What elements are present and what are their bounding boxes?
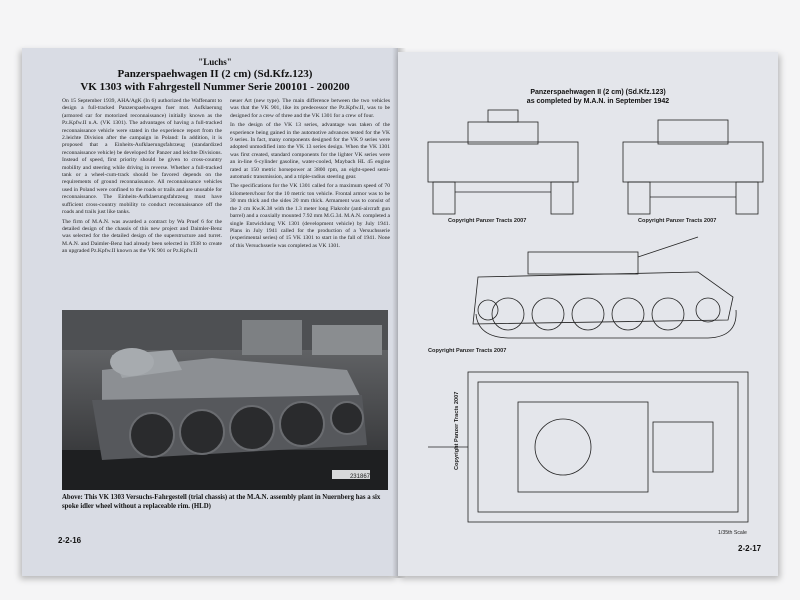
page-number-left: 2-2-16 (58, 536, 82, 545)
page-number-right: 2-2-17 (738, 544, 762, 553)
drawing-scale: 1/35th Scale (718, 530, 747, 536)
paragraph: On 15 September 1939, AHA/AgK (In 6) authorized the Waffenamt to design a full-tracked Panzerspaehwagen fuer mot. Aufklaerung (armored car for motorized reconnaissance) initially known as the Pz.Kpfw.II n.A. (VK 1301). The advantages of having a full-tracked reconnaissance vehicle were stated in the experience report from the 2.leichte Division after the campaign in Poland: In addition, it is proposed that a Einheits-Aufklaerungsfahrzeug (standardized reconnaissance vehicle) be developed for Panzer and leichte Divisions. Instead of speed, first priority should be given to cross-country mobility and steering while driving in reverse. Whether a full-tracked tank or a wheel-cum-track should be favored depends on the requirements of ground reconnaissance. All reconnaissance vehicles used in Poland were confined to the roads or trails and are unusable for reconnaissance. The Einheits-Aufklaerungsfahrzeug must have sufficient cross-country mobility to conduct reconnaissance off the roads and trails just like tanks. (62, 98, 222, 216)
paragraph: In the design of the VK 13 series, advantage was taken of the experience being gained in the automotive advances tested for the VK 9 series. In fact, many components designed for the VK 9 series were adopted unmodified into the VK 13 series design. When the VK 1301 was first created, standard components for the lighter VK series were an in-line 6-cylinder gasoline, water-cooled, Maybach HL 45 engine rated at 150 metric horsepower at 3800 rpm, an eight-speed semi-automatic transmission, and a triple-radius steering gear. (230, 122, 390, 181)
top-view-drawing (428, 372, 748, 522)
tank-line-drawings (398, 52, 778, 576)
paragraph: The specifications for the VK 1301 called for a maximum speed of 70 kilometers/hour for the 10 metric ton vehicle. Frontal armor was to be 30 mm thick and the sides 20 mm thick. Armament was to consist of the 2 cm Kw.K.38 with the 1.3 meter long Flakrohr (anti-aircraft gun barrel) and a coaxially mounted 7.92 mm M.G.34. M.A.N. completed a single Entwicklung VK 1301 (development vehicle) by July 1941. Plans in July 1941 called for the production of a Versuchsserie (experimental series) of 15 VK 1301 to start in the fall of 1941. None of this Versuchsserie was completed as VK 1301. (230, 183, 390, 249)
text-column-2 (230, 98, 390, 252)
right-page (398, 52, 778, 576)
left-page (22, 48, 398, 576)
paragraph: The firm of M.A.N. was awarded a contract by Wa Pruef 6 for the detailed design of the chassis of this new project and Daimler-Benz was selected for the detailed design of the superstructure and turret. M.A.N. and Daimler-Benz had already been selected in 1938 to create an upgraded Pz.Kpfw.II known as the VK 901 or Pz.Kpfw.II (62, 218, 222, 255)
front-view-drawing (428, 110, 578, 214)
tank-chassis-photo (62, 310, 388, 490)
photo-archive-number: 231867 (349, 474, 370, 480)
page-subtitle: "Luchs" (198, 57, 232, 67)
page-title-series: VK 1303 with Fahrgestell Nummer Serie 200101 - 200200 (80, 81, 350, 93)
side-view-drawing (473, 237, 736, 338)
rear-view-drawing (623, 120, 763, 214)
copyright-top: Copyright Panzer Tracts 2007 (454, 391, 460, 470)
drawing-subtitle-line: as completed by M.A.N. in September 1942 (526, 98, 670, 105)
drawing-title-line: Panzerspaehwagen II (2 cm) (Sd.Kfz.123) (530, 89, 666, 96)
page-title: Panzerspaehwagen II (2 cm) (Sd.Kfz.123) (117, 68, 313, 80)
chassis-photo-image (62, 310, 388, 490)
photo-caption: Above: This VK 1303 Versuchs-Fahrgestell (trial chassis) at the M.A.N. assembly plant in Nuernberg has a six spoke idler wheel without a replaceable rim. (HLD) (62, 494, 381, 510)
copyright-side: Copyright Panzer Tracts 2007 (428, 348, 507, 354)
copyright-front: Copyright Panzer Tracts 2007 (448, 218, 527, 224)
paragraph: neuer Art (new type). The main difference between the two vehicles was that the VK 901, like its predecessor the Pz.Kpfw.II, was to be designed for a crew of three and the VK 1301 for a crew of four. (230, 98, 390, 119)
text-column-1 (62, 98, 222, 258)
copyright-rear: Copyright Panzer Tracts 2007 (638, 218, 717, 224)
